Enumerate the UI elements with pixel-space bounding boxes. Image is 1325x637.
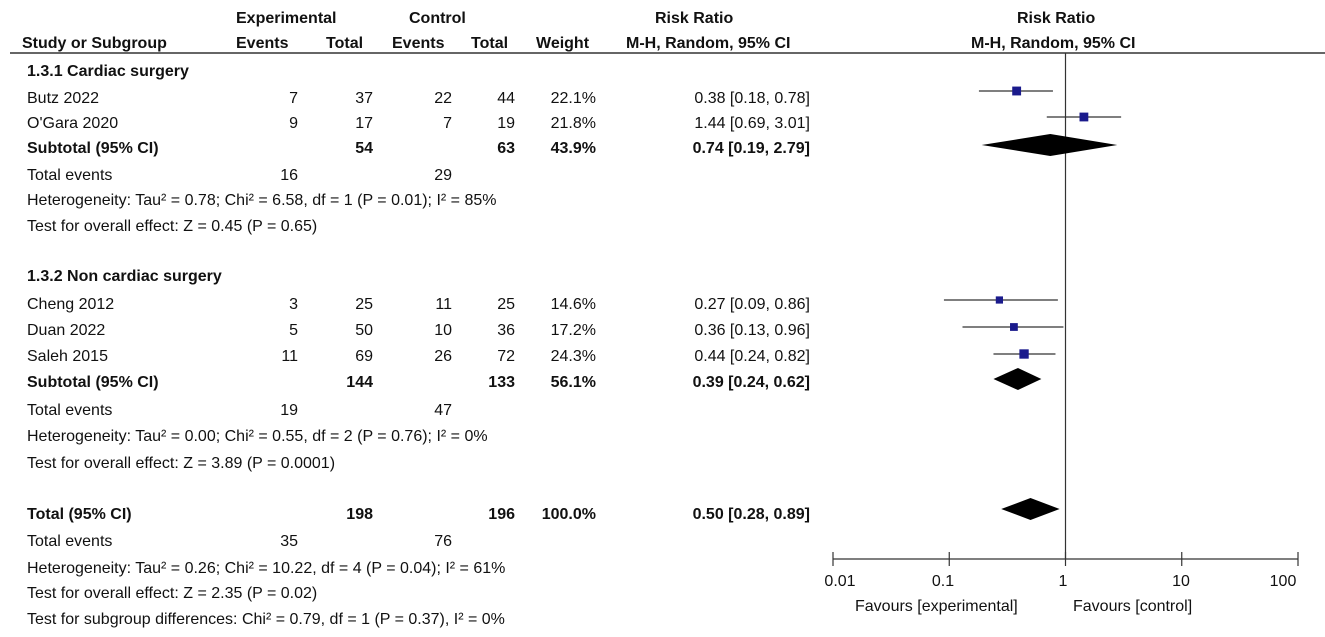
study-marker <box>1010 323 1018 331</box>
ctl-events-cell: 29 <box>434 167 452 184</box>
study-name: Duan 2022 <box>27 322 106 339</box>
study-name: Butz 2022 <box>27 90 100 107</box>
exp-total-cell: 69 <box>355 348 373 365</box>
exp-total-cell: 144 <box>346 374 373 391</box>
study-marker <box>1080 113 1089 122</box>
ctl-total-cell: 63 <box>497 140 515 157</box>
study-marker <box>1019 349 1028 358</box>
study-marker <box>1012 87 1021 96</box>
method-left-header: M-H, Random, 95% CI <box>626 35 791 52</box>
ci-cell: 0.39 [0.24, 0.62] <box>692 374 810 391</box>
total-events-label: Total events <box>27 402 113 419</box>
study-name: Cheng 2012 <box>27 296 115 313</box>
exp-total-cell: 37 <box>355 90 373 107</box>
heterogeneity-text: Heterogeneity: Tau² = 0.00; Chi² = 0.55, df = 2 (P = 0.76); I² = 0% <box>27 428 488 445</box>
ci-cell: 0.44 [0.24, 0.82] <box>694 348 810 365</box>
summary-diamond <box>1001 498 1059 520</box>
ctl-events-cell: 47 <box>434 402 452 419</box>
favours-experimental-label: Favours [experimental] <box>855 598 1018 615</box>
subtotal-label: Subtotal (95% CI) <box>27 374 159 391</box>
exp-total-header: Total <box>326 35 364 52</box>
weight-cell: 100.0% <box>541 506 596 523</box>
weight-cell: 24.3% <box>550 348 596 365</box>
risk-ratio-right-header: Risk Ratio <box>1017 10 1096 27</box>
total-label: Total (95% CI) <box>27 506 132 523</box>
group-title: 1.3.2 Non cardiac surgery <box>27 268 222 285</box>
control-header: Control <box>409 10 466 27</box>
exp-events-cell: 19 <box>280 402 298 419</box>
ctl-events-cell: 7 <box>443 115 452 132</box>
ctl-total-cell: 44 <box>497 90 515 107</box>
ctl-total-cell: 133 <box>488 374 515 391</box>
ctl-events-cell: 76 <box>434 533 452 550</box>
study-col-header: Study or Subgroup <box>22 35 167 52</box>
ctl-total-cell: 196 <box>488 506 515 523</box>
ctl-events-cell: 26 <box>434 348 452 365</box>
exp-events-cell: 11 <box>281 348 298 365</box>
weight-cell: 43.9% <box>550 140 596 157</box>
total-events-label: Total events <box>27 533 113 550</box>
weight-cell: 17.2% <box>550 322 596 339</box>
exp-total-cell: 17 <box>355 115 373 132</box>
summary-diamond <box>993 368 1041 390</box>
x-tick-label: 0.01 <box>824 573 856 590</box>
group-title: 1.3.1 Cardiac surgery <box>27 63 189 80</box>
ci-cell: 0.27 [0.09, 0.86] <box>694 296 810 313</box>
exp-total-cell: 25 <box>355 296 373 313</box>
risk-ratio-left-header: Risk Ratio <box>655 10 734 27</box>
study-marker <box>996 296 1003 303</box>
ctl-events-cell: 22 <box>434 90 452 107</box>
ctl-total-cell: 25 <box>497 296 515 313</box>
study-name: O'Gara 2020 <box>27 115 119 132</box>
overall-effect-text: Test for overall effect: Z = 3.89 (P = 0.0001) <box>27 455 336 472</box>
ci-cell: 1.44 [0.69, 3.01] <box>694 115 810 132</box>
total-events-label: Total events <box>27 167 113 184</box>
experimental-header: Experimental <box>236 10 337 27</box>
study-name: Saleh 2015 <box>27 348 108 365</box>
exp-total-cell: 54 <box>355 140 373 157</box>
ci-cell: 0.74 [0.19, 2.79] <box>692 140 810 157</box>
summary-diamond <box>982 134 1118 156</box>
subgroup-differences-text: Test for subgroup differences: Chi² = 0.79, df = 1 (P = 0.37), I² = 0% <box>27 611 505 628</box>
ctl-total-cell: 36 <box>497 322 515 339</box>
x-tick-label: 0.1 <box>931 573 955 590</box>
exp-events-cell: 7 <box>289 90 298 107</box>
ctl-total-cell: 19 <box>497 115 515 132</box>
x-tick-label: 1 <box>1058 573 1068 590</box>
x-tick-label: 100 <box>1269 573 1297 590</box>
x-tick-label: 10 <box>1172 573 1190 590</box>
ctl-total-cell: 72 <box>497 348 515 365</box>
heterogeneity-text: Heterogeneity: Tau² = 0.78; Chi² = 6.58, df = 1 (P = 0.01); I² = 85% <box>27 192 497 209</box>
exp-events-header: Events <box>236 35 289 52</box>
ctl-events-cell: 10 <box>434 322 452 339</box>
exp-events-cell: 16 <box>280 167 298 184</box>
weight-cell: 21.8% <box>550 115 596 132</box>
method-right-header: M-H, Random, 95% CI <box>971 35 1136 52</box>
heterogeneity-text: Heterogeneity: Tau² = 0.26; Chi² = 10.22, df = 4 (P = 0.04); I² = 61% <box>27 560 506 577</box>
overall-effect-text: Test for overall effect: Z = 2.35 (P = 0.02) <box>27 585 318 602</box>
exp-total-cell: 198 <box>346 506 373 523</box>
exp-events-cell: 35 <box>280 533 298 550</box>
weight-cell: 14.6% <box>550 296 596 313</box>
favours-control-label: Favours [control] <box>1073 598 1193 615</box>
ctl-events-header: Events <box>392 35 445 52</box>
exp-total-cell: 50 <box>355 322 373 339</box>
subtotal-label: Subtotal (95% CI) <box>27 140 159 157</box>
ctl-events-cell: 11 <box>435 296 452 313</box>
ci-cell: 0.38 [0.18, 0.78] <box>694 90 810 107</box>
ctl-total-header: Total <box>471 35 509 52</box>
ci-cell: 0.36 [0.13, 0.96] <box>694 322 810 339</box>
weight-header: Weight <box>536 35 590 52</box>
ci-cell: 0.50 [0.28, 0.89] <box>692 506 810 523</box>
exp-events-cell: 9 <box>289 115 298 132</box>
weight-cell: 56.1% <box>550 374 596 391</box>
exp-events-cell: 5 <box>289 322 298 339</box>
weight-cell: 22.1% <box>550 90 596 107</box>
overall-effect-text: Test for overall effect: Z = 0.45 (P = 0.65) <box>27 218 318 235</box>
exp-events-cell: 3 <box>289 296 298 313</box>
